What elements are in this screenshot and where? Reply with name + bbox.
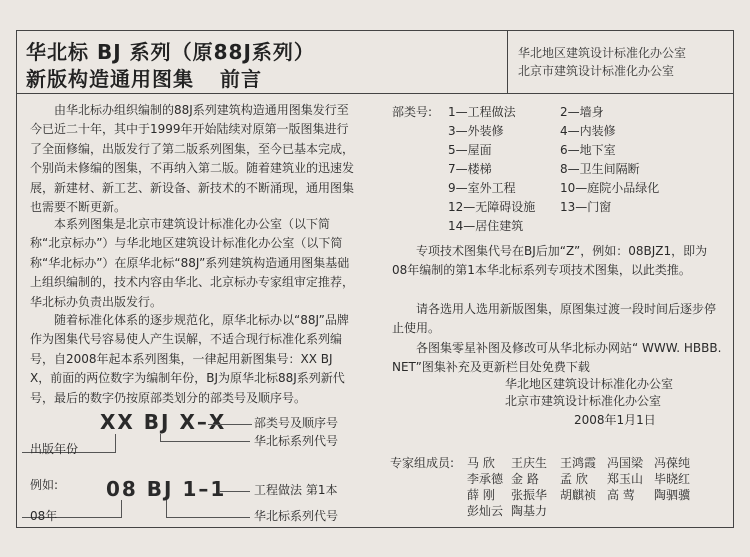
intro-paragraph: 由华北标办组织编制的88J系列建筑构造通用图集发行至今已近二十年，其中于1999年开始陆续对原第一版图集进行了全面修编，出版发行了第二版系列图集，至今已基本完成，个别尚未修编的图集，不再纳入第二版。随着建筑业的迅速发展，新建材、新工艺、新设备、新技术的不断涌现，通用图集也需要不断更新。: [30, 103, 355, 215]
expert-name: 陶基力: [511, 504, 548, 518]
header-org-1: 华北地区建筑设计标准化办公室: [518, 46, 687, 60]
title-foreword: 前言: [220, 67, 262, 91]
expert-name: 王鸿霞: [560, 456, 597, 470]
expert-name: 冯葆纯: [654, 456, 691, 470]
expert-name: 李承德: [467, 472, 504, 486]
signature-org-2: 北京市建筑设计标准化办公室: [505, 394, 662, 408]
category-item: 10—庭院小品绿化: [560, 181, 660, 195]
expert-name: 郑玉山: [607, 472, 644, 486]
expert-name: 薛 刚: [467, 488, 495, 502]
example-year-tick: [121, 500, 122, 517]
example-series-tick: [166, 500, 167, 517]
category-number-label: 部类号及顺序号: [254, 416, 339, 430]
example-series-label: 华北标系列代号: [254, 509, 339, 523]
experts-label: 专家组成员:: [390, 456, 455, 470]
expert-name: 彭灿云: [467, 504, 504, 518]
expert-name: 张振华: [511, 488, 548, 502]
category-item: 5—屋面: [448, 143, 492, 157]
category-list-label: 部类号:: [392, 105, 433, 119]
header-vertical-divider: [507, 30, 508, 93]
series-leader-line: [160, 441, 250, 442]
expert-name: 王庆生: [511, 456, 548, 470]
category-item: 6—地下室: [560, 143, 616, 157]
series-code-label: 华北标系列代号: [254, 434, 339, 448]
code-template: XX BJ X–X: [100, 410, 227, 434]
expert-name: 金 路: [511, 472, 539, 486]
expert-name: 高 莺: [607, 488, 635, 502]
transition-paragraph: 请各选用人选用新版图集，原图集过渡一段时间后逐步停止使用。: [392, 302, 717, 336]
example-category-label: 工程做法 第1本: [254, 483, 338, 497]
expert-name: 孟 欣: [560, 472, 588, 486]
category-item: 8—卫生间隔断: [560, 162, 640, 176]
example-prefix: 例如:: [30, 478, 59, 492]
header-divider: [16, 93, 734, 94]
expert-name: 胡麒祯: [560, 488, 597, 502]
category-item: 3—外装修: [448, 124, 504, 138]
category-item: 4—内装修: [560, 124, 616, 138]
category-item: 2—墙身: [560, 105, 604, 119]
expert-name: 陶驷骥: [654, 488, 691, 502]
header-org-2: 北京市建筑设计标准化办公室: [518, 64, 675, 78]
category-item: 14—居住建筑: [448, 219, 524, 233]
title-line-1: 华北标 BJ 系列（原88J系列）: [26, 40, 315, 64]
download-paragraph: 各图集零星补图及修改可从华北标办网站“ WWW. HBBB. NET”图集补充及更新栏目处免费下载: [392, 341, 722, 375]
category-item: 1—工程做法: [448, 105, 516, 119]
category-item: 12—无障碍设施: [448, 200, 536, 214]
year-label: 出版年份: [30, 442, 79, 456]
category-item: 7—楼梯: [448, 162, 492, 176]
example-series-leader-line: [166, 517, 250, 518]
signature-org-1: 华北地区建筑设计标准化办公室: [505, 377, 674, 391]
numbering-paragraph: 随着标准化体系的逐步规范化，原华北标办以“88J”品牌作为图集代号容易使人产生误解，不适合现行标准化系列编号，自2008年起本系列图集，一律起用新图集号：XX BJ X，前面的两位数字为编制年份，BJ为原华北标88J系列新代号，最后的数字仍按原部类划分的部类号及顺序号。: [30, 313, 349, 405]
expert-name: 马 欣: [467, 456, 495, 470]
year-tick: [115, 434, 116, 452]
category-item: 9—室外工程: [448, 181, 516, 195]
example-year-label: 08年: [30, 509, 58, 523]
category-leader-line: [208, 424, 252, 425]
expert-name: 冯国梁: [607, 456, 644, 470]
title-line-2: [26, 63, 262, 92]
expert-name: 毕晓红: [654, 472, 691, 486]
signature-date: 2008年1月1日: [574, 413, 656, 427]
code-example: 08 BJ 1–1: [106, 477, 227, 501]
category-item: 13—门窗: [560, 200, 612, 214]
special-series-paragraph: 专项技术图集代号在BJ后加“Z”，例如：08BJZ1，即为08年编制的第1本华北标系列专项技术图集，以此类推。: [392, 244, 708, 278]
title-line-2-main: 新版构造通用图集: [26, 67, 194, 91]
series-tick: [160, 434, 161, 441]
example-leader-line: [220, 491, 250, 492]
series-paragraph: 本系列图集是北京市建筑设计标准化办公室（以下简称“北京标办”）与华北地区建筑设计标准化办公室（以下简称“华北标办”）在原华北标“88J”系列建筑构造通用图集基础上组织编制的，技术内容由华北、北京标办专家组审定推荐，华北标办负责出版发行。: [30, 217, 355, 309]
